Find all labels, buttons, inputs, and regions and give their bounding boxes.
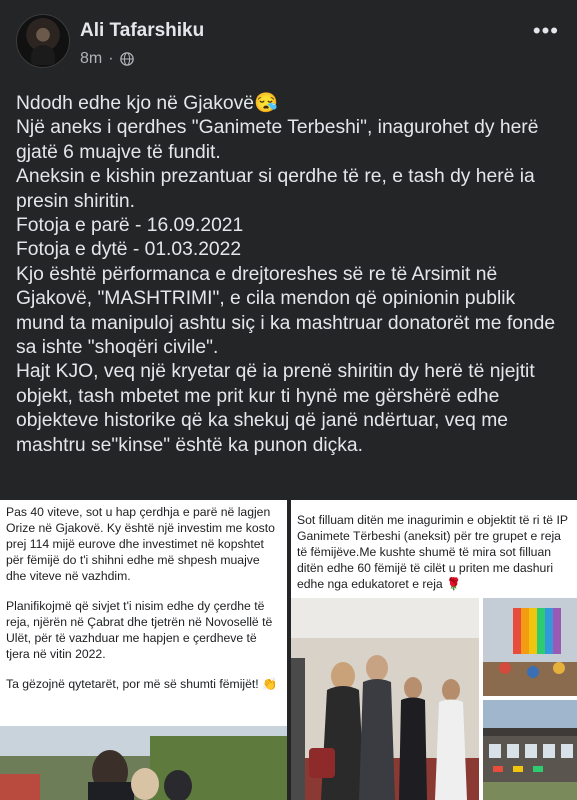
caption-paragraph: Sot filluam ditën me inagurimin e objektit të ri të IP Ganimete Tërbeshi (aneksit) për tre grupet e reja të fëmijëve.Me kushte shumë të mira sot filluan ditën edhe 60 fëmijë të cilët u priten me dashuri edhe nga edukatoret e reja 🌹	[297, 513, 568, 591]
avatar[interactable]	[16, 14, 70, 68]
post-line: Fotoja e dytë - 01.03.2022	[16, 239, 242, 261]
post-line: Ndodh edhe kjo në Gjakovë😪	[16, 93, 278, 114]
left-photo[interactable]	[0, 500, 287, 800]
post-line: Aneksin e kishin prezantuar si qerdhe të re, e tash dy herë ia presin shiritin.	[16, 166, 535, 212]
right-photo[interactable]	[291, 500, 577, 800]
post-line: Kjo është përformanca e drejtoreshes së re të Arsimit në Gjakovë, "MASHTRIMI", e cila mendon që opinionin publik mund ta manipuloj ashtu siç i ka mashtruar donatorët me fonde sa ishte "shoqëri civile".	[16, 263, 556, 359]
inauguration-photo	[291, 598, 479, 800]
classroom-photo	[483, 598, 577, 696]
caption-paragraph: Planifikojmë që sivjet t'i nisim edhe dy çerdhe të reja, njërën në Çabrat dhe tjetrën në Novosellë të Ulët, për të vazhduar me hapjen e çerdheve të tjera në vitin 2022.	[6, 599, 273, 661]
author-name[interactable]: Ali Tafarshiku	[80, 20, 205, 41]
more-options-icon[interactable]: •••	[532, 18, 559, 43]
caption-paragraph: Pas 40 viteve, sot u hap çerdhja e parë në lagjen Orize në Gjakovë. Ky është një investim me kosto prej 114 mijë eurove dhe investimet në kopshtet për fëmijë do t'i shihni edhe më shpesh muajve dhe viteve në vazhdim.	[6, 505, 275, 583]
building-photo	[483, 700, 577, 800]
post-meta	[80, 50, 134, 68]
post-line: Një aneks i qerdhes "Ganimete Terbeshi", inagurohet dy herë gjatë 6 muajve të fundit.	[16, 117, 539, 163]
meta-separator: ·	[108, 50, 114, 67]
post-header	[0, 0, 577, 80]
post-line: Hajt KJO, veq një kryetar që ia prenë shiritin dy herë të njejtit objekt, tash mbetet me prit kur ti hynë me gërshërë edhe objekteve historike që ka shekuj që janë ndërtuar, veq me mashtru se"kinse" është ka punon diçka.	[16, 361, 535, 456]
post-time[interactable]: 8m	[80, 50, 103, 67]
right-caption	[297, 512, 569, 606]
globe-icon[interactable]	[120, 52, 134, 66]
ribbon-cutting-photo	[0, 726, 287, 800]
caption-paragraph: Ta gëzojnë qytetarët, por më së shumti fëmijët! 👏	[6, 677, 278, 691]
left-caption	[6, 504, 282, 706]
post-text	[16, 92, 564, 458]
post-media[interactable]	[0, 500, 577, 800]
post-line: Fotoja e parë - 16.09.2021	[16, 215, 244, 237]
